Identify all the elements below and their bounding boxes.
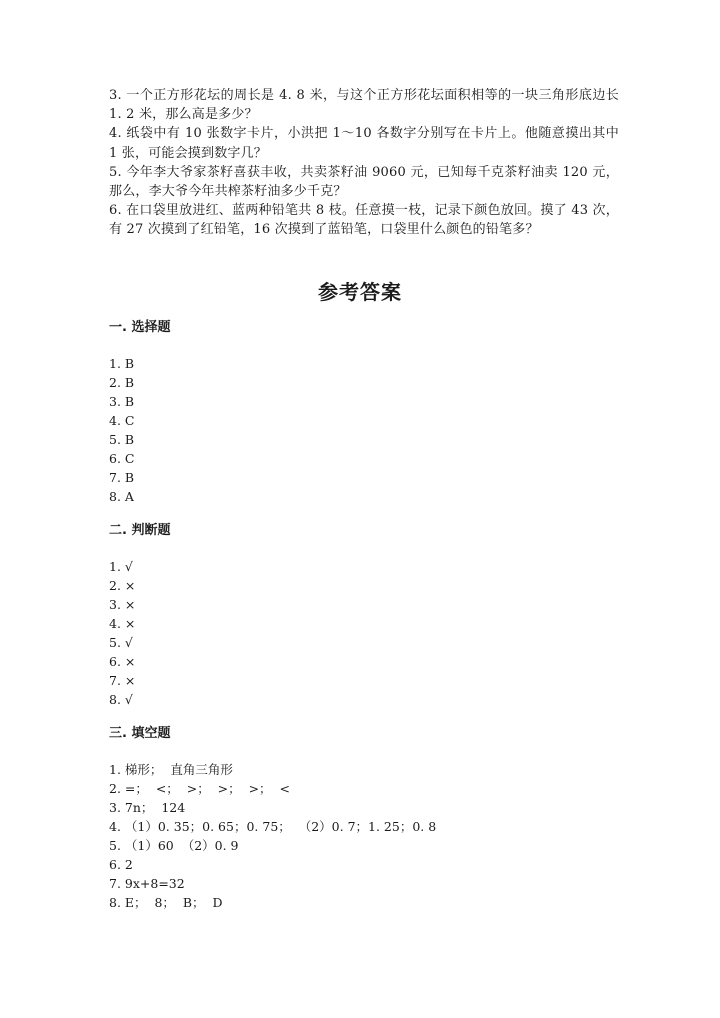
answer-item: 1. B	[109, 356, 135, 371]
section-fill-in-blank	[109, 724, 609, 912]
answer-item: 5. √	[109, 635, 133, 650]
answer-list	[109, 557, 609, 709]
answer-item: 2. ×	[109, 578, 136, 593]
answer-item: 8. A	[109, 489, 134, 504]
answer-item: 6. 2	[109, 857, 133, 872]
problem-4: 4. 纸袋中有 10 张数字卡片，小洪把 1～10 各数字分别写在卡片上。他随意摸出其中 1 张，可能会摸到数字几？	[109, 126, 619, 161]
problem-3: 3. 一个正方形花坛的周长是 4. 8 米，与这个正方形花坛面积相等的一块三角形底边长 1. 2 米，那么高是多少？	[109, 88, 619, 123]
answer-item: 6. ×	[109, 654, 136, 669]
answer-item: 8. E； 8； B； D	[109, 895, 223, 910]
answer-item: 2. B	[109, 375, 135, 390]
section-heading: 三. 填空题	[109, 726, 171, 741]
answer-item: 2. =； <； >； >； >； <	[109, 781, 290, 796]
answer-item: 7. 9x+8=32	[109, 876, 185, 891]
section-heading: 一. 选择题	[109, 320, 171, 335]
answer-item: 3. 7n； 124	[109, 800, 186, 815]
answer-item: 3. B	[109, 394, 135, 409]
answer-item: 8. √	[109, 692, 133, 707]
answer-item: 5. （1）60 （2）0. 9	[109, 838, 239, 853]
answer-item: 1. 梯形； 直角三角形	[109, 762, 233, 777]
answers-title: 参考答案	[318, 280, 402, 304]
problem-6: 6. 在口袋里放进红、蓝两种铅笔共 8 枝。任意摸一枝，记录下颜色放回。摸了 43 次，有 27 次摸到了红铅笔，16 次摸到了蓝铅笔，口袋里什么颜色的铅笔多？	[109, 203, 619, 238]
answer-item: 4. （1）0. 35；0. 65；0. 75； （2）0. 7；1. 25；0. 8	[109, 819, 437, 834]
answer-item: 4. ×	[109, 616, 136, 631]
word-problems	[109, 86, 619, 240]
answer-item: 7. B	[109, 470, 135, 485]
section-heading: 二. 判断题	[109, 523, 171, 538]
answer-item: 5. B	[109, 432, 135, 447]
answer-item: 3. ×	[109, 597, 136, 612]
answer-item: 1. √	[109, 559, 133, 574]
answer-item: 7. ×	[109, 673, 136, 688]
answer-item: 4. C	[109, 413, 135, 428]
answer-list	[109, 354, 609, 506]
section-multiple-choice	[109, 318, 609, 506]
answer-item: 6. C	[109, 451, 135, 466]
section-true-false	[109, 521, 609, 709]
problem-5: 5. 今年李大爷家茶籽喜获丰收，共卖茶籽油 9060 元，已知每千克茶籽油卖 120 元，那么，李大爷今年共榨茶籽油多少千克？	[109, 164, 619, 200]
answer-list	[109, 760, 609, 912]
